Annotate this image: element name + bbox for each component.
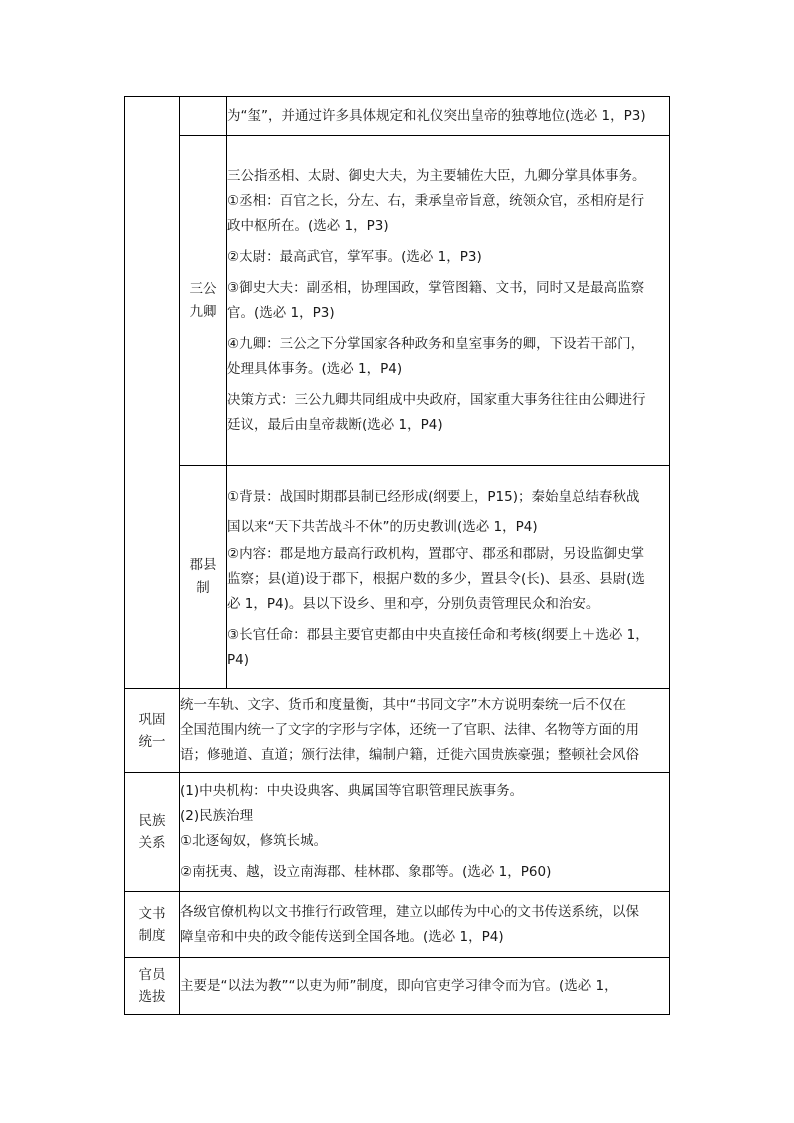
category-cell-empty [125,97,180,689]
label-line: 选拔 [138,989,166,1005]
content-line: ②内容：郡是地方最高行政机构，置郡守、郡丞和郡尉，另设监御史掌 [227,545,645,562]
content-line: 官。(选必 1，P3) [227,304,335,321]
content-line: 三公指丞相、太尉、御史大夫，为主要辅佐大臣，九卿分掌具体事务。 [227,167,646,184]
label-line: 关系 [138,835,166,851]
table-row [125,136,670,466]
content-cell-gonggu [180,689,670,773]
content-cell-junxian [227,466,670,689]
label-line: 文书 [138,905,166,922]
label-line: 官员 [138,967,166,983]
content-line: 各级官僚机构以文书推行行政管理，建立以邮传为中心的文书传送系统，以保 [180,903,639,920]
subcategory-cell-sangong [180,136,227,466]
content-cell-guanyuan [180,958,670,1015]
content-line: 障皇帝和中央的政令能传送到全国各地。(选必 1，P4) [180,928,504,945]
content-cell-seal [227,97,670,136]
category-cell-wenshu [125,892,180,958]
content-line: 全国范围内统一了文字的字形与字体，还统一了官职、法律、名物等方面的用 [180,722,639,738]
history-table [124,96,670,1015]
content-line: ③长官任命：郡县主要官吏都由中央直接任命和考核(纲要上＋选必 1， [227,626,649,643]
content-line: ①北逐匈奴，修筑长城。 [180,833,328,849]
content-line: 廷议，最后由皇帝裁断(选必 1，P4) [227,416,443,433]
subcategory-cell-junxian [180,466,227,689]
content-line: (2)民族治理 [180,808,254,824]
content-line: 政中枢所在。(选必 1，P3) [227,217,389,234]
table-row [125,892,670,958]
label-line: 三公 [189,280,217,297]
content-line: ③御史大夫：副丞相，协理国政，掌管图籍、文书，同时又是最高监察 [227,279,645,296]
category-cell-minzu [125,773,180,892]
label-line: 统一 [138,733,166,750]
label-line: 制度 [138,927,166,944]
category-cell-guanyuan [125,958,180,1015]
content-line: (1)中央机构：中央设典客、典属国等官职管理民族事务。 [180,783,524,799]
category-cell-gonggu [125,689,180,773]
content-line: 必 1，P4)。县以下设乡、里和亭，分别负责管理民众和治安。 [227,595,600,612]
content-line: 统一车轨、文字、货币和度量衡，其中“书同文字”木方说明秦统一后不仅在 [180,697,626,713]
content-cell-minzu [180,773,670,892]
content-line: 为“玺”，并通过许多具体规定和礼仪突出皇帝的独尊地位(选必 1，P3) [227,108,646,124]
label-line: 郡县 [189,557,217,573]
content-line: ④九卿：三公之下分掌国家各种政务和皇室事务的卿，下设若干部门， [227,335,645,352]
content-cell-sangong [227,136,670,466]
table-row [125,97,670,136]
content-line: 语；修驰道、直道；颁行法律，编制户籍，迁徙六国贵族豪强；整顿社会风俗 [180,747,639,763]
table-row [125,773,670,892]
content-line: 监察；县(道)设于郡下，根据户数的多少，置县令(长)、县丞、县尉(选 [227,570,645,587]
label-line: 巩固 [138,711,166,728]
subcategory-cell-empty [180,97,227,136]
content-line: ②南抚夷、越，设立南海郡、桂林郡、象郡等。(选必 1，P60) [180,864,552,880]
content-cell-wenshu [180,892,670,958]
table-row [125,958,670,1015]
content-line: 决策方式：三公九卿共同组成中央政府，国家重大事务往往由公卿进行 [227,391,646,408]
label-line: 民族 [138,813,166,829]
table-row [125,689,670,773]
table-row [125,466,670,689]
content-line: 主要是“以法为教”“以吏为师”制度，即向官吏学习律令而为官。(选必 1， [180,978,618,994]
content-line: P4) [227,651,249,668]
content-line: 处理具体事务。(选必 1，P4) [227,360,403,377]
content-line: ①背景：战国时期郡县制已经形成(纲要上，P15)；秦始皇总结春秋战 [227,488,640,505]
content-line: ①丞相：百官之长，分左、右，秉承皇帝旨意，统领众官，丞相府是行 [227,192,645,209]
content-line: ②太尉：最高武官，掌军事。(选必 1，P3) [227,248,482,265]
content-line: 国以来“天下共苦战斗不休”的历史教训(选必 1，P4) [227,518,538,535]
label-line: 制 [196,580,210,596]
label-line: 九卿 [189,303,217,320]
